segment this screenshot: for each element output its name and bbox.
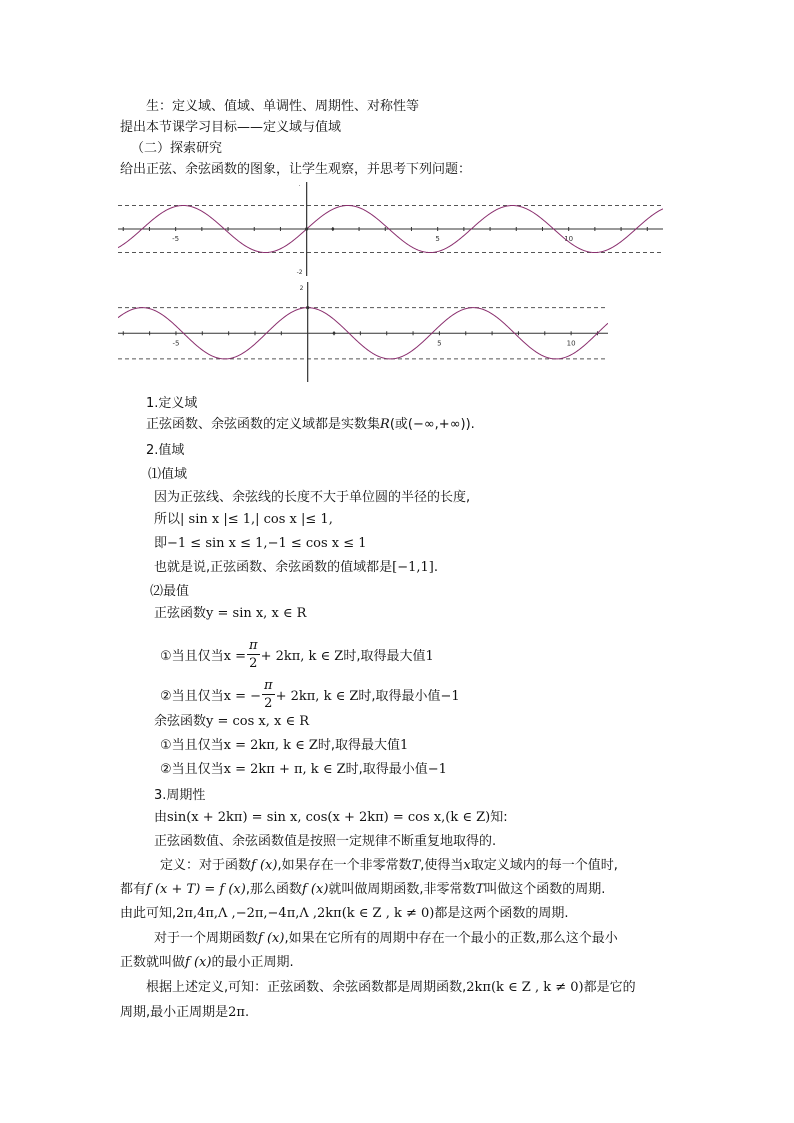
s3-heading: 3.周期性 xyxy=(154,788,206,803)
x-tick-label: 10 xyxy=(566,339,576,348)
s3-p1: 由sin(x + 2kπ) = sin x, cos(x + 2kπ) = cos x,(k ∈ Z)知: xyxy=(154,810,508,825)
x-tick-label: 10 xyxy=(564,235,574,243)
x-tick-label: 5 xyxy=(437,339,442,348)
y-top-label: 2 xyxy=(299,285,304,292)
unit-point xyxy=(333,332,336,335)
cos-min-condition: ②当且仅当x = 2kπ + π, k ∈ Z时,取得最小值−1 xyxy=(160,762,447,777)
conclusion-1: 根据上述定义,可知：正弦函数、余弦函数都是周期函数,2kπ(k ∈ Z , k ≠ 0)都是它的 xyxy=(146,980,636,995)
origin-point xyxy=(305,227,308,230)
x-tick-label: -5 xyxy=(172,339,180,348)
sin-def: 正弦函数y = sin x, x ∈ R xyxy=(154,606,307,621)
y-top-label: · xyxy=(298,183,301,190)
period-definition-2: 都有f (x + T) = f (x),那么函数f (x)就叫做周期函数,非零常数T叫做这个函数的周期. xyxy=(120,882,606,897)
s2-p1: 因为正弦线、余弦线的长度不大于单位圆的半径的长度, xyxy=(154,490,471,505)
cos-def: 余弦函数y = cos x, x ∈ R xyxy=(154,714,310,729)
sin-max-condition: ①当且仅当x = $\frac{\pi}{2}$ + 2kπ, k ∈ Z时,取得最大值1 xyxy=(160,638,434,671)
s2-p4: 也就是说,正弦函数、余弦函数的值域都是[−1,1]. xyxy=(154,560,438,575)
cos-max-condition: ①当且仅当x = 2kπ, k ∈ Z时,取得最大值1 xyxy=(160,738,409,753)
min-period-2: 正数就叫做f (x)的最小正周期. xyxy=(120,955,294,970)
intro-line-3: （二）探索研究 xyxy=(131,141,223,156)
period-examples: 由此可知,2π,4π,Λ ,−2π,−4π,Λ ,2kπ(k ∈ Z , k ≠ 0)都是这两个函数的周期. xyxy=(120,906,569,921)
x-tick-label: -5 xyxy=(172,235,180,243)
s2-sub1: ⑴值域 xyxy=(148,467,188,482)
s2-sub2: ⑵最值 xyxy=(150,584,190,599)
min-period-1: 对于一个周期函数f (x),如果在它所有的周期中存在一个最小的正数,那么这个最小 xyxy=(154,931,618,946)
s2-p2: 所以| sin x |≤ 1,| cos x |≤ 1, xyxy=(154,512,333,527)
origin-point xyxy=(306,306,309,309)
conclusion-2: 周期,最小正周期是2π. xyxy=(120,1005,250,1020)
y-bottom-label: -2 xyxy=(296,269,303,276)
x-tick-label: 5 xyxy=(435,235,440,243)
intro-line-1: 生：定义域、值域、单调性、周期性、对称性等 xyxy=(146,99,420,114)
unit-point xyxy=(331,228,334,231)
sine-graph xyxy=(118,182,663,276)
s2-p3: 即−1 ≤ sin x ≤ 1,−1 ≤ cos x ≤ 1 xyxy=(154,536,367,551)
s3-p2: 正弦函数值、余弦函数值是按照一定规律不断重复地取得的. xyxy=(154,834,497,849)
s2-heading: 2.值域 xyxy=(146,443,185,458)
intro-line-2: 提出本节课学习目标——定义域与值域 xyxy=(120,120,342,135)
pi-over-2-fraction: $\frac{\pi}{2}$ xyxy=(249,638,258,671)
set-r: R xyxy=(380,417,390,432)
period-definition-1: 定义：对于函数f (x),如果存在一个非零常数T,使得当x取定义域内的每一个值时, xyxy=(160,858,618,873)
sin-min-condition: ②当且仅当x = − $\frac{\pi}{2}$ + 2kπ, k ∈ Z时,取得最小值−1 xyxy=(160,678,460,711)
s1-heading: 1.定义域 xyxy=(146,396,198,411)
pi-over-2-fraction: $\frac{\pi}{2}$ xyxy=(264,678,273,711)
intro-line-4: 给出正弦、余弦函数的图象，让学生观察，并思考下列问题： xyxy=(120,162,472,177)
cosine-graph xyxy=(118,282,608,382)
s1-text: 正弦函数、余弦函数的定义域都是实数集R(或(−∞,+∞)). xyxy=(146,417,475,432)
